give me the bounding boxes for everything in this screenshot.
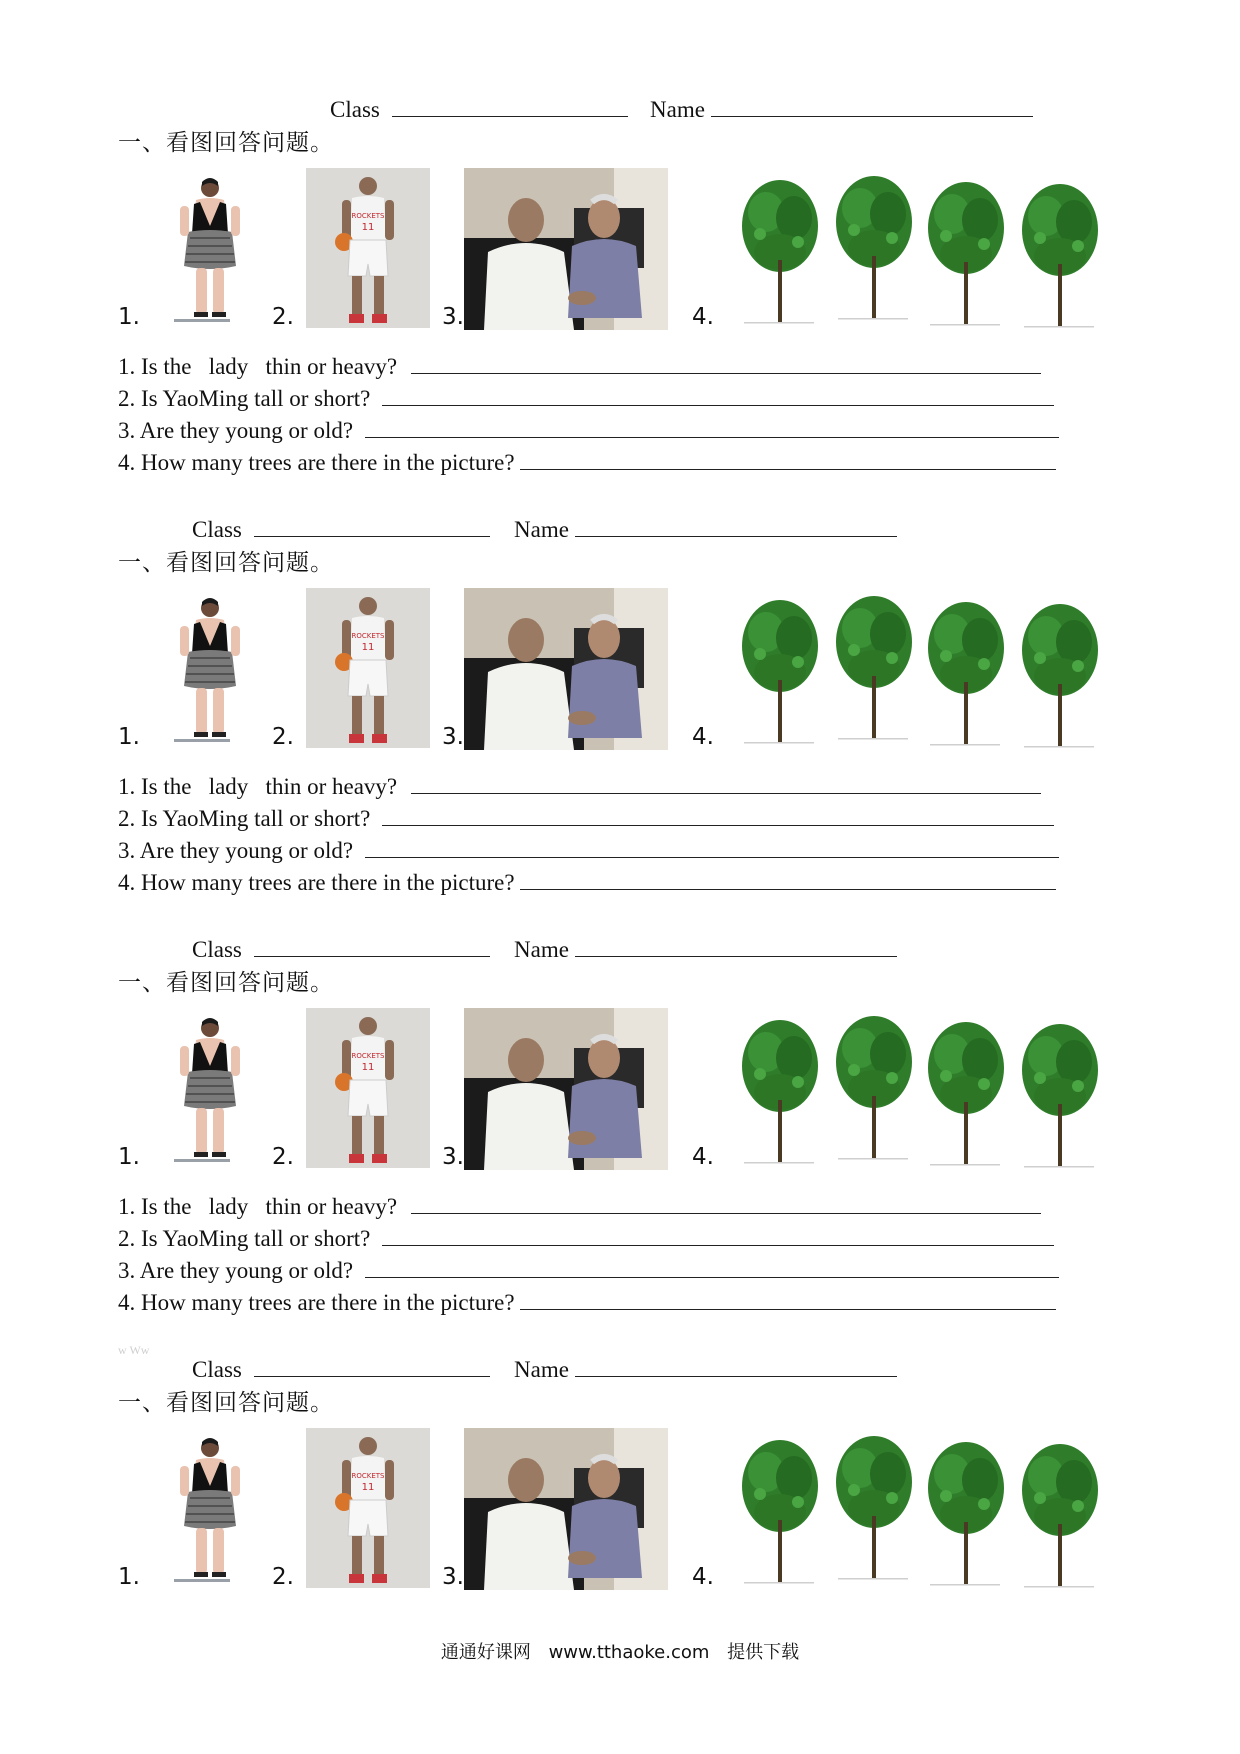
question-text: 1. Is the lady thin or heavy? (118, 1194, 398, 1219)
class-label: Class (192, 517, 242, 542)
tree-picture (740, 596, 820, 746)
question-text: 2. Is YaoMing tall or short? (118, 806, 371, 831)
lady-picture (170, 174, 250, 324)
picture-number: 4. (692, 304, 714, 330)
question-text: 2. Is YaoMing tall or short? (118, 386, 371, 411)
name-label: Name (650, 97, 705, 122)
question-4 (118, 447, 1056, 476)
picture-number: 1. (118, 304, 140, 330)
worksheet-1 (0, 92, 1240, 517)
answer-line[interactable] (411, 351, 1041, 374)
picture-number: 2. (272, 1144, 294, 1170)
picture-number: 3. (442, 724, 464, 750)
question-text: 3. Are they young or old? (118, 838, 354, 863)
answer-line[interactable] (382, 803, 1054, 826)
picture-number: 4. (692, 1564, 714, 1590)
name-blank[interactable] (575, 932, 897, 957)
question-1 (118, 351, 1041, 380)
class-field (192, 932, 490, 963)
name-blank[interactable] (711, 92, 1033, 117)
footer-site-name: 通通好课网 (440, 1642, 531, 1663)
answer-line[interactable] (365, 415, 1059, 438)
elderly-couple-picture (464, 168, 668, 330)
tree-picture (834, 592, 914, 742)
yaoming-picture (306, 588, 430, 748)
question-text: 2. Is YaoMing tall or short? (118, 1226, 371, 1251)
name-blank[interactable] (575, 512, 897, 537)
question-text: 4. How many trees are there in the picture? (118, 1290, 515, 1315)
tree-picture (740, 1436, 820, 1586)
answer-line[interactable] (365, 835, 1059, 858)
answer-line[interactable] (382, 1223, 1054, 1246)
class-blank[interactable] (254, 932, 490, 957)
name-label: Name (514, 937, 569, 962)
elderly-couple-picture (464, 1008, 668, 1170)
picture-number: 1. (118, 1564, 140, 1590)
question-4 (118, 1287, 1056, 1316)
class-field (330, 92, 628, 123)
yaoming-picture (306, 1428, 430, 1588)
tree-picture (1020, 1440, 1100, 1590)
lady-picture (170, 1014, 250, 1164)
yaoming-picture (306, 168, 430, 328)
class-label: Class (192, 937, 242, 962)
question-3 (118, 1255, 1059, 1284)
worksheet-2 (0, 512, 1240, 937)
tree-picture (834, 1432, 914, 1582)
question-text: 1. Is the lady thin or heavy? (118, 774, 398, 799)
answer-line[interactable] (365, 1255, 1059, 1278)
class-blank[interactable] (392, 92, 628, 117)
footer (0, 1638, 1240, 1664)
yaoming-picture (306, 1008, 430, 1168)
section-title: 一、看图回答问题。 (118, 130, 334, 156)
tree-picture (834, 1012, 914, 1162)
answer-line[interactable] (411, 1191, 1041, 1214)
name-field (514, 1352, 897, 1383)
tree-picture (834, 172, 914, 322)
class-label: Class (192, 1357, 242, 1382)
section-title: 一、看图回答问题。 (118, 1390, 334, 1416)
question-2 (118, 803, 1054, 832)
section-title: 一、看图回答问题。 (118, 550, 334, 576)
tree-picture (1020, 180, 1100, 330)
picture-number: 3. (442, 1564, 464, 1590)
question-text: 4. How many trees are there in the picture? (118, 450, 515, 475)
tree-picture (926, 1438, 1006, 1588)
lady-picture (170, 1434, 250, 1584)
worksheet-4 (0, 1352, 1240, 1602)
tree-picture (1020, 1020, 1100, 1170)
picture-number: 4. (692, 724, 714, 750)
question-text: 1. Is the lady thin or heavy? (118, 354, 398, 379)
picture-number: 3. (442, 1144, 464, 1170)
tree-picture (926, 1018, 1006, 1168)
picture-number: 1. (118, 724, 140, 750)
question-text: 3. Are they young or old? (118, 1258, 354, 1283)
name-label: Name (514, 517, 569, 542)
name-label: Name (514, 1357, 569, 1382)
question-4 (118, 867, 1056, 896)
question-1 (118, 771, 1041, 800)
footer-note: 提供下载 (727, 1642, 800, 1663)
question-3 (118, 415, 1059, 444)
picture-number: 4. (692, 1144, 714, 1170)
picture-number: 3. (442, 304, 464, 330)
elderly-couple-picture (464, 588, 668, 750)
tree-picture (926, 178, 1006, 328)
footer-url[interactable]: www.tthaoke.com (548, 1642, 710, 1663)
name-field (514, 512, 897, 543)
class-field (192, 1352, 490, 1383)
picture-number: 2. (272, 1564, 294, 1590)
question-2 (118, 383, 1054, 412)
picture-number: 1. (118, 1144, 140, 1170)
tree-picture (740, 1016, 820, 1166)
name-field (514, 932, 897, 963)
answer-line[interactable] (520, 1287, 1056, 1310)
tree-picture (926, 598, 1006, 748)
name-field (650, 92, 1033, 123)
class-blank[interactable] (254, 512, 490, 537)
tree-picture (740, 176, 820, 326)
question-text: 4. How many trees are there in the picture? (118, 870, 515, 895)
picture-number: 2. (272, 304, 294, 330)
answer-line[interactable] (520, 867, 1056, 890)
section-title: 一、看图回答问题。 (118, 970, 334, 996)
lady-picture (170, 594, 250, 744)
tree-picture (1020, 600, 1100, 750)
elderly-couple-picture (464, 1428, 668, 1590)
answer-line[interactable] (382, 383, 1054, 406)
class-field (192, 512, 490, 543)
question-1 (118, 1191, 1041, 1220)
question-2 (118, 1223, 1054, 1252)
name-blank[interactable] (575, 1352, 897, 1377)
class-label: Class (330, 97, 380, 122)
answer-line[interactable] (411, 771, 1041, 794)
ghost-text: w Ww (118, 1343, 150, 1357)
picture-number: 2. (272, 724, 294, 750)
question-text: 3. Are they young or old? (118, 418, 354, 443)
question-3 (118, 835, 1059, 864)
class-blank[interactable] (254, 1352, 490, 1377)
answer-line[interactable] (520, 447, 1056, 470)
worksheet-3 (0, 932, 1240, 1357)
